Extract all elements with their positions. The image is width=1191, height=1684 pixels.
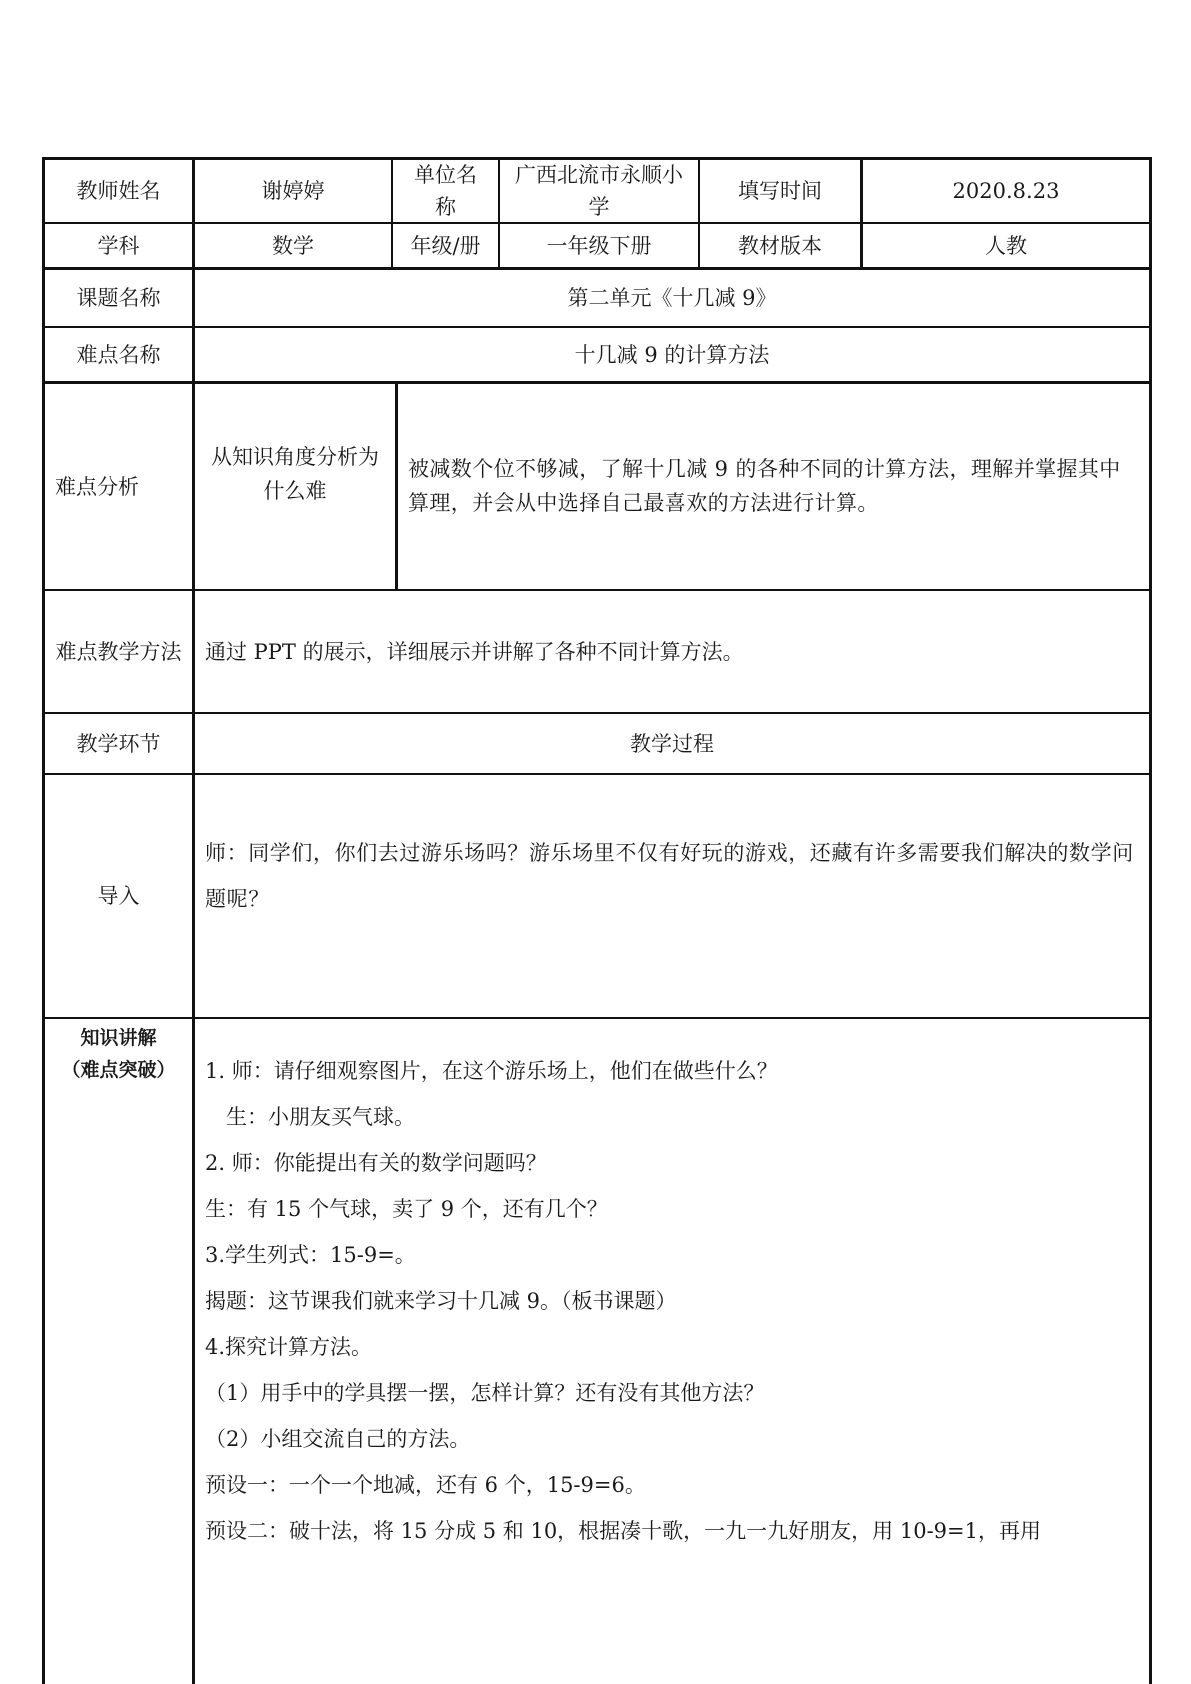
knowledge-line: 1. 师：请仔细观察图片，在这个游乐场上，他们在做些什么？ <box>205 1059 778 1083</box>
teacher-label: 教师姓名 <box>76 179 161 203</box>
difficulty-value: 十几减 9 的计算方法 <box>574 342 770 367</box>
knowledge-label-line2: （难点突破） <box>61 1059 176 1081</box>
teacher-name: 谢婷婷 <box>261 179 325 203</box>
knowledge-line: 生：小朋友买气球。 <box>205 1105 415 1129</box>
difficulty-label: 难点名称 <box>76 342 161 367</box>
knowledge-line: （2）小组交流自己的方法。 <box>205 1427 471 1451</box>
knowledge-line: 2. 师：你能提出有关的数学问题吗？ <box>205 1151 547 1175</box>
knowledge-label-line1: 知识讲解 <box>80 1027 157 1049</box>
knowledge-line: 预设二：破十法，将 15 分成 5 和 10，根据凑十歌，一九一九好朋友，用 10-9=1，再用 <box>205 1519 1041 1543</box>
knowledge-content <box>205 1048 1145 1554</box>
rule <box>42 773 1151 775</box>
knowledge-line: 3.学生列式：15-9=。 <box>205 1243 416 1267</box>
knowledge-line: 预设一：一个一个地减，还有 6 个，15-9=6。 <box>205 1473 646 1497</box>
unit-label: 单位名称 <box>414 163 477 219</box>
fill-time-value: 2020.8.23 <box>952 179 1060 203</box>
edition-value: 人教 <box>985 233 1027 258</box>
fill-time-label: 填写时间 <box>738 179 822 203</box>
knowledge-line: 揭题：这节课我们就来学习十几减 9。（板书课题） <box>205 1289 677 1313</box>
subject-label: 学科 <box>97 233 140 258</box>
method-text: 通过 PPT 的展示，详细展示并讲解了各种不同计算方法。 <box>205 639 744 664</box>
grade-value: 一年级下册 <box>546 233 652 258</box>
subject-value: 数学 <box>272 233 314 258</box>
rule <box>42 381 1151 384</box>
stage-header: 教学环节 <box>76 731 161 756</box>
grade-label: 年级/册 <box>410 233 481 258</box>
intro-text: 师：同学们，你们去过游乐场吗？游乐场里不仅有好玩的游戏，还藏有许多需要我们解决的数学问题呢？ <box>205 841 1134 911</box>
topic-label: 课题名称 <box>76 286 161 310</box>
unit-name: 广西北流市永顺小学 <box>515 163 683 219</box>
knowledge-line: 4.探究计算方法。 <box>205 1335 373 1359</box>
process-header: 教学过程 <box>630 731 714 756</box>
analysis-text: 被减数个位不够减，了解十几减 9 的各种不同的计算方法，理解并掌握其中算理，并会从中选择自己最喜欢的方法进行计算。 <box>408 457 1121 515</box>
method-label: 难点教学方法 <box>55 639 182 664</box>
rule <box>1149 157 1152 1684</box>
analysis-label: 难点分析 <box>55 474 139 499</box>
knowledge-line: （1）用手中的学具摆一摆，怎样计算？还有没有其他方法？ <box>205 1381 765 1405</box>
intro-label: 导入 <box>97 884 140 908</box>
knowledge-line: 生：有 15 个气球，卖了 9 个，还有几个？ <box>205 1197 608 1221</box>
topic-value: 第二单元《十几减 9》 <box>567 286 777 310</box>
analysis-sub-label: 从知识角度分析为什么难 <box>211 445 379 503</box>
edition-label: 教材版本 <box>738 233 822 258</box>
rule <box>42 1017 1151 1019</box>
